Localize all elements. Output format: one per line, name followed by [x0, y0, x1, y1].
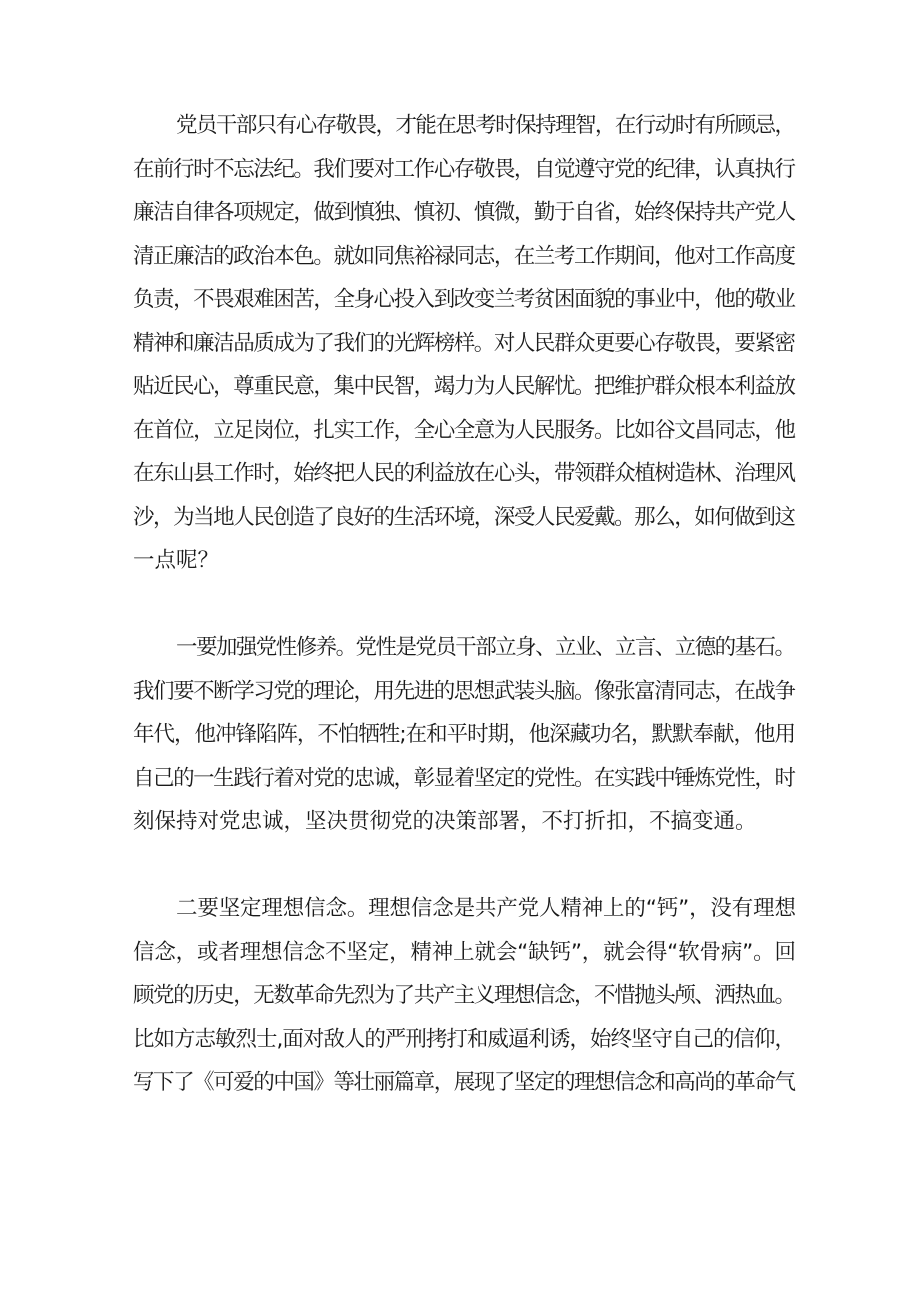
paragraph-awe — [133, 104, 796, 583]
paragraph-spacer — [133, 583, 796, 627]
text-line: 党员干部只有心存敬畏，才能在思考时保持理智，在行动时有所顾忌， — [176, 113, 795, 138]
text-line: 我们要不断学习党的理论，用先进的思想武装头脑。像张富清同志，在战争 — [133, 678, 795, 704]
paragraph-spacer — [133, 844, 796, 888]
text-line: 信念，或者理想信念不坚定，精神上就会“缺钙”，就会得“软骨病”。回 — [133, 939, 796, 965]
text-line: 负责，不畏艰难困苦，全身心投入到改变兰考贫困面貌的事业中，他的敬业 — [133, 287, 795, 312]
text-line: 贴近民心，尊重民意，集中民智，竭力为人民解忧。把维护群众根本利益放 — [133, 374, 795, 399]
text-line: 在前行时不忘法纪。我们要对工作心存敬畏，自觉遵守党的纪律，认真执行 — [133, 156, 795, 182]
text-line: 比如方志敏烈士,面对敌人的严刑拷打和威逼利诱，始终坚守自己的信仰， — [133, 1026, 796, 1052]
text-line: 廉洁自律各项规定，做到慎独、慎初、慎微，勤于自省，始终保持共产党人 — [133, 200, 795, 225]
text-line: 顾党的历史，无数革命先烈为了共产主义理想信念，不惜抛头颅、洒热血。 — [133, 983, 795, 1008]
text-line: 清正廉洁的政治本色。就如同焦裕禄同志，在兰考工作期间，他对工作高度 — [133, 243, 795, 269]
text-line: 在首位，立足岗位，扎实工作，全心全意为人民服务。比如谷文昌同志，他 — [133, 417, 795, 443]
paragraph-party-spirit — [133, 626, 796, 844]
text-line: 写下了《可爱的中国》等壮丽篇章，展现了坚定的理想信念和高尚的革命气 — [133, 1070, 795, 1095]
text-line: 一点呢？ — [133, 548, 220, 573]
text-line: 沙，为当地人民创造了良好的生活环境，深受人民爱戴。那么，如何做到这 — [133, 504, 795, 530]
text-line: 一要加强党性修养。党性是党员干部立身、立业、立言、立德的基石。 — [176, 635, 795, 660]
text-line: 年代，他冲锋陷阵，不怕牺牲;在和平时期，他深藏功名，默默奉献，他用 — [133, 722, 795, 747]
text-line: 二要坚定理想信念。理想信念是共产党人精神上的“钙”，没有理想 — [176, 896, 796, 921]
paragraph-ideals — [133, 887, 796, 1105]
text-line: 刻保持对党忠诚，坚决贯彻党的决策部署，不打折扣，不搞变通。 — [133, 809, 757, 834]
document-body — [133, 104, 796, 1105]
text-line: 自己的一生践行着对党的忠诚，彰显着坚定的党性。在实践中锤炼党性，时 — [133, 765, 795, 791]
text-line: 在东山县工作时，始终把人民的利益放在心头，带领群众植树造林、治理风 — [133, 461, 795, 486]
text-line: 精神和廉洁品质成为了我们的光辉榜样。对人民群众更要心存敬畏，要紧密 — [133, 330, 795, 356]
